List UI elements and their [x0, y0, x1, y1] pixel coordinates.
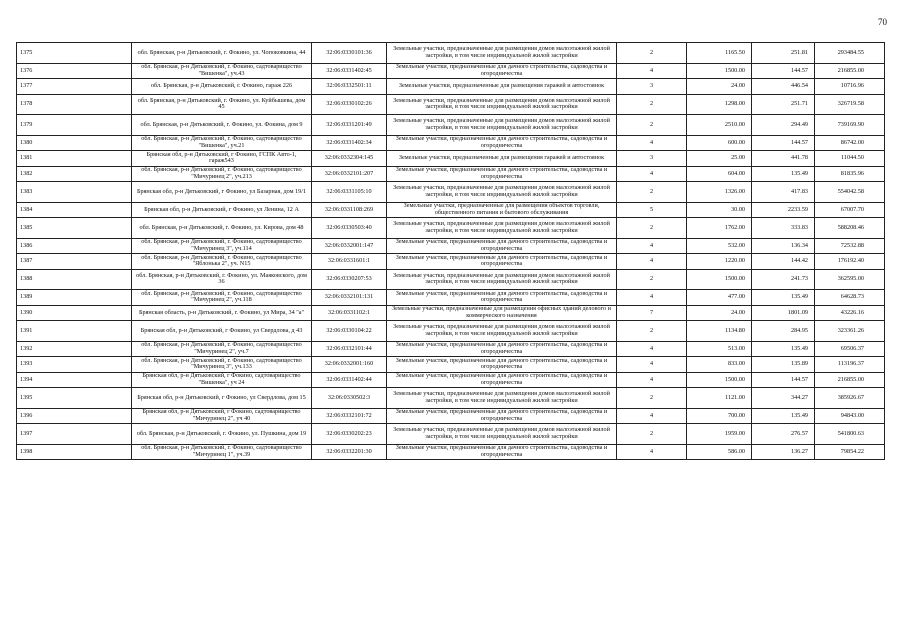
- cell-address: обл. Брянская, р-н Дятьковский, г. Фокино, садтоварищество "Вишенка", уч.43: [132, 63, 312, 79]
- cell-cadastral-number: 32:06:0330503:40: [312, 218, 387, 239]
- cell-address: обл. Брянская, р-н Дятьковский, г. Фокино, ул. Куйбышева, дом 45: [132, 94, 312, 115]
- cell-area: 833.00: [687, 357, 752, 373]
- cell-cadastral-number: 32:06:0332101:207: [312, 166, 387, 182]
- cell-use-group: 2: [617, 94, 687, 115]
- cell-unit-cost: 333.83: [752, 218, 815, 239]
- cell-use-group: 4: [617, 238, 687, 254]
- cell-unit-cost: 135.89: [752, 357, 815, 373]
- cell-unit-cost: 144.57: [752, 63, 815, 79]
- cell-use-group: 4: [617, 372, 687, 388]
- cell-address: Брянская обл, р-н Дятьковский, г Фокино, садтоварищество "Мичуринец 2", уч 40: [132, 408, 312, 424]
- cell-land-use-type: Земельные участки, предназначенные для дачного строительства, садоводства и огородничества: [387, 357, 617, 373]
- table-row: [17, 218, 885, 239]
- cell-address: Брянская обл, р-н Дятьковский, г Фокино, ул Ленина, 12 А: [132, 202, 312, 218]
- cell-row-number: 1377: [17, 79, 132, 95]
- cell-cadastral-cost: 10716.96: [815, 79, 885, 95]
- cell-row-number: 1384: [17, 202, 132, 218]
- table-row: [17, 388, 885, 409]
- cell-address: обл. Брянская, р-н Дятьковский, г. Фокино, ул. Фокина, дом 9: [132, 115, 312, 136]
- cell-land-use-type: Земельные участки, предназначенные для дачного строительства, садоводства и огородничества: [387, 372, 617, 388]
- cell-row-number: 1394: [17, 372, 132, 388]
- cell-area: 700.00: [687, 408, 752, 424]
- cell-area: 1220.00: [687, 254, 752, 270]
- cell-area: 25.00: [687, 151, 752, 167]
- cell-cadastral-number: 32:06:0331105:10: [312, 182, 387, 203]
- cell-row-number: 1383: [17, 182, 132, 203]
- cell-cadastral-number: 32:06:0330202:23: [312, 424, 387, 445]
- cell-cadastral-cost: 113196.37: [815, 357, 885, 373]
- cell-row-number: 1396: [17, 408, 132, 424]
- cell-row-number: 1390: [17, 305, 132, 321]
- cell-area: 24.00: [687, 305, 752, 321]
- cell-address: обл. Брянская, р-н Дятьковский, г. Фокино, садтоварищество "Вишенка", уч.21: [132, 135, 312, 151]
- cell-area: 1298.00: [687, 94, 752, 115]
- cell-row-number: 1389: [17, 290, 132, 306]
- cell-row-number: 1387: [17, 254, 132, 270]
- cell-cadastral-number: 32:06:0330102:26: [312, 94, 387, 115]
- cell-row-number: 1381: [17, 151, 132, 167]
- cell-cadastral-cost: 216855.00: [815, 63, 885, 79]
- cell-use-group: 4: [617, 254, 687, 270]
- cell-area: 1500.00: [687, 63, 752, 79]
- cell-cadastral-cost: 293484.55: [815, 43, 885, 64]
- cell-cadastral-cost: 588208.46: [815, 218, 885, 239]
- cell-unit-cost: 144.42: [752, 254, 815, 270]
- cell-address: Брянская область, р-н Дятьковский, г. Фокино, ул Мира, 34 "а": [132, 305, 312, 321]
- cell-land-use-type: Земельные участки, предназначенные для дачного строительства, садоводства и огородничества: [387, 408, 617, 424]
- cell-cadastral-number: 32:06:0331402:34: [312, 135, 387, 151]
- cell-unit-cost: 344.27: [752, 388, 815, 409]
- cell-row-number: 1382: [17, 166, 132, 182]
- cell-area: 532.00: [687, 238, 752, 254]
- cell-cadastral-number: 32:06:0332501:11: [312, 79, 387, 95]
- cell-unit-cost: 251.71: [752, 94, 815, 115]
- cell-row-number: 1388: [17, 269, 132, 290]
- table-row: [17, 94, 885, 115]
- cell-unit-cost: 441.78: [752, 151, 815, 167]
- cell-cadastral-cost: 216855.00: [815, 372, 885, 388]
- cell-land-use-type: Земельные участки, предназначенные для размещения домов малоэтажной жилой застройки, в том числе индивидуальной жилой застройки: [387, 269, 617, 290]
- cell-cadastral-cost: 72532.88: [815, 238, 885, 254]
- cell-land-use-type: Земельные участки, предназначенные для размещения домов малоэтажной жилой застройки, в том числе индивидуальной жилой застройки: [387, 43, 617, 64]
- cell-cadastral-number: 32:06:0330502:3: [312, 388, 387, 409]
- table-row: [17, 321, 885, 342]
- cell-row-number: 1376: [17, 63, 132, 79]
- cell-land-use-type: Земельные участки, предназначенные для размещения домов малоэтажной жилой застройки, в том числе индивидуальной жилой застройки: [387, 115, 617, 136]
- cell-cadastral-number: 32:06:0331402:44: [312, 372, 387, 388]
- cell-use-group: 2: [617, 43, 687, 64]
- cell-unit-cost: 446.54: [752, 79, 815, 95]
- cell-address: обл. Брянская, р-н Дятьковский, г. Фокино, садтоварищество "Мичуринец 3", уч.133: [132, 357, 312, 373]
- cell-use-group: 4: [617, 341, 687, 357]
- cell-address: Брянская обл, р-н Дятьковский, г Фокино, садтоварищество "Вишенка", уч 24: [132, 372, 312, 388]
- cell-row-number: 1393: [17, 357, 132, 373]
- cell-cadastral-number: 32:06:0331102:1: [312, 305, 387, 321]
- cell-unit-cost: 135.49: [752, 166, 815, 182]
- cell-address: обл. Брянская, р-н Дятьковский, г. Фокино, садтоварищество "Мичуринец 2", уч.213: [132, 166, 312, 182]
- cell-cadastral-cost: 67007.70: [815, 202, 885, 218]
- cell-land-use-type: Земельные участки, предназначенные для размещения гаражей и автостоянок: [387, 151, 617, 167]
- cell-cadastral-number: 32:06:0331601:1: [312, 254, 387, 270]
- table-row: [17, 202, 885, 218]
- cell-area: 586.00: [687, 444, 752, 460]
- cell-unit-cost: 294.49: [752, 115, 815, 136]
- cell-cadastral-cost: 176192.40: [815, 254, 885, 270]
- cell-unit-cost: 276.57: [752, 424, 815, 445]
- cell-unit-cost: 284.95: [752, 321, 815, 342]
- table-row: [17, 43, 885, 64]
- cell-use-group: 5: [617, 202, 687, 218]
- cell-land-use-type: Земельные участки, предназначенные для размещения офисных зданий делового и коммерческого назначения: [387, 305, 617, 321]
- cell-area: 1762.00: [687, 218, 752, 239]
- cell-cadastral-cost: 11044.50: [815, 151, 885, 167]
- land-registry-table: [16, 42, 885, 460]
- cell-unit-cost: 136.34: [752, 238, 815, 254]
- cell-cadastral-cost: 385926.67: [815, 388, 885, 409]
- cell-cadastral-cost: 554042.58: [815, 182, 885, 203]
- cell-area: 477.00: [687, 290, 752, 306]
- cell-cadastral-cost: 86742.00: [815, 135, 885, 151]
- cell-address: обл. Брянская, р-н Дятьковский, г. Фокино, гараж 226: [132, 79, 312, 95]
- cell-cadastral-number: 32:06:0332001:160: [312, 357, 387, 373]
- cell-use-group: 4: [617, 63, 687, 79]
- cell-unit-cost: 417.83: [752, 182, 815, 203]
- cell-area: 1134.80: [687, 321, 752, 342]
- table-body: [17, 43, 885, 460]
- cell-use-group: 4: [617, 166, 687, 182]
- cell-address: обл. Брянская, р-н Дятьковский, г. Фокино, садтоварищество "Мичуринец 2", уч.118: [132, 290, 312, 306]
- cell-address: обл. Брянская, р-н Дятьковский, г. Фокино, садтоварищество "Мичуринец 3", уч.114: [132, 238, 312, 254]
- table-row: [17, 254, 885, 270]
- cell-use-group: 2: [617, 218, 687, 239]
- cell-row-number: 1397: [17, 424, 132, 445]
- cell-address: обл. Брянская, р-н Дятьковский, г. Фокино, ул. Пушкина, дом 19: [132, 424, 312, 445]
- cell-use-group: 4: [617, 290, 687, 306]
- cell-cadastral-cost: 43226.16: [815, 305, 885, 321]
- cell-address: обл. Брянская, р-н Дятьковский, г. Фокино, садтоварищество "Яблонька 2", уч. N15: [132, 254, 312, 270]
- cell-land-use-type: Земельные участки, предназначенные для размещения домов малоэтажной жилой застройки, в том числе индивидуальной жилой застройки: [387, 424, 617, 445]
- cell-cadastral-cost: 81835.96: [815, 166, 885, 182]
- table-row: [17, 408, 885, 424]
- cell-use-group: 2: [617, 424, 687, 445]
- cell-cadastral-number: 32:06:0332001:147: [312, 238, 387, 254]
- cell-row-number: 1392: [17, 341, 132, 357]
- cell-land-use-type: Земельные участки, предназначенные для дачного строительства, садоводства и огородничества: [387, 63, 617, 79]
- cell-land-use-type: Земельные участки, предназначенные для размещения домов малоэтажной жилой застройки, в том числе индивидуальной жилой застройки: [387, 388, 617, 409]
- table-row: [17, 151, 885, 167]
- cell-land-use-type: Земельные участки, предназначенные для дачного строительства, садоводства и огородничества: [387, 290, 617, 306]
- cell-use-group: 2: [617, 321, 687, 342]
- cell-cadastral-cost: 94843.00: [815, 408, 885, 424]
- table-row: [17, 238, 885, 254]
- cell-use-group: 2: [617, 269, 687, 290]
- cell-cadastral-cost: 326719.58: [815, 94, 885, 115]
- cell-land-use-type: Земельные участки, предназначенные для размещения объектов торговли, общественного питания и бытового обслуживания: [387, 202, 617, 218]
- cell-unit-cost: 251.81: [752, 43, 815, 64]
- cell-area: 2510.00: [687, 115, 752, 136]
- table-row: [17, 135, 885, 151]
- cell-address: обл. Брянская, р-н Дятьковский, г. Фокино, ул. Маяковского, дом 36: [132, 269, 312, 290]
- cell-area: 1959.00: [687, 424, 752, 445]
- table-row: [17, 424, 885, 445]
- cell-address: Брянская обл, р-н Дятьковский, г Фокино, ГСПК Авто-1, гараж543: [132, 151, 312, 167]
- cell-use-group: 4: [617, 357, 687, 373]
- cell-unit-cost: 1801.09: [752, 305, 815, 321]
- table-row: [17, 372, 885, 388]
- cell-cadastral-number: 32:06:0330104:22: [312, 321, 387, 342]
- cell-cadastral-cost: 541800.63: [815, 424, 885, 445]
- cell-cadastral-number: 32:06:0331402:45: [312, 63, 387, 79]
- cell-area: 24.00: [687, 79, 752, 95]
- table-row: [17, 79, 885, 95]
- table-row: [17, 269, 885, 290]
- cell-address: обл. Брянская, р-н Дятьковский, г. Фокино, ул. Чопоковкина, 44: [132, 43, 312, 64]
- cell-cadastral-cost: 362595.00: [815, 269, 885, 290]
- cell-use-group: 4: [617, 135, 687, 151]
- cell-land-use-type: Земельные участки, предназначенные для размещения домов малоэтажной жилой застройки, в том числе индивидуальной жилой застройки: [387, 182, 617, 203]
- cell-row-number: 1379: [17, 115, 132, 136]
- cell-row-number: 1375: [17, 43, 132, 64]
- table-row: [17, 182, 885, 203]
- cell-cadastral-number: 32:06:0332201:30: [312, 444, 387, 460]
- cell-land-use-type: Земельные участки, предназначенные для дачного строительства, садоводства и огородничества: [387, 238, 617, 254]
- cell-row-number: 1391: [17, 321, 132, 342]
- cell-cadastral-cost: 64628.73: [815, 290, 885, 306]
- table-row: [17, 115, 885, 136]
- cell-unit-cost: 135.49: [752, 408, 815, 424]
- cell-cadastral-cost: 79854.22: [815, 444, 885, 460]
- cell-address: обл. Брянская, р-н Дятьковский, г. Фокино, садтоварищество "Мичуринец 2", уч.7: [132, 341, 312, 357]
- cell-unit-cost: 135.49: [752, 290, 815, 306]
- cell-land-use-type: Земельные участки, предназначенные для дачного строительства, садоводства и огородничества: [387, 166, 617, 182]
- cell-unit-cost: 2233.59: [752, 202, 815, 218]
- cell-cadastral-number: 32:06:0332101:72: [312, 408, 387, 424]
- cell-land-use-type: Земельные участки, предназначенные для размещения домов малоэтажной жилой застройки, в том числе индивидуальной жилой застройки: [387, 218, 617, 239]
- table-row: [17, 63, 885, 79]
- cell-row-number: 1398: [17, 444, 132, 460]
- cell-row-number: 1385: [17, 218, 132, 239]
- table-row: [17, 290, 885, 306]
- cell-land-use-type: Земельные участки, предназначенные для размещения домов малоэтажной жилой застройки, в том числе индивидуальной жилой застройки: [387, 94, 617, 115]
- cell-unit-cost: 135.49: [752, 341, 815, 357]
- cell-address: Брянская обл, р-н Дятьковский, г Фокино, ул Базарная, дом 19/1: [132, 182, 312, 203]
- page-number: 70: [878, 17, 887, 27]
- cell-use-group: 2: [617, 115, 687, 136]
- cell-land-use-type: Земельные участки, предназначенные для дачного строительства, садоводства и огородничества: [387, 444, 617, 460]
- cell-unit-cost: 144.57: [752, 372, 815, 388]
- cell-cadastral-number: 32:06:0332101:44: [312, 341, 387, 357]
- cell-use-group: 3: [617, 79, 687, 95]
- table-row: [17, 444, 885, 460]
- cell-land-use-type: Земельные участки, предназначенные для дачного строительства, садоводства и огородничества: [387, 341, 617, 357]
- cell-land-use-type: Земельные участки, предназначенные для дачного строительства, садоводства и огородничества: [387, 135, 617, 151]
- cell-cadastral-cost: 69506.37: [815, 341, 885, 357]
- cell-unit-cost: 241.73: [752, 269, 815, 290]
- cell-cadastral-cost: 739169.90: [815, 115, 885, 136]
- cell-unit-cost: 136.27: [752, 444, 815, 460]
- cell-address: обл. Брянская, р-н Дятьковский, г. Фокино, ул. Кирова, дом 48: [132, 218, 312, 239]
- cell-area: 30.00: [687, 202, 752, 218]
- cell-use-group: 4: [617, 444, 687, 460]
- cell-land-use-type: Земельные участки, предназначенные для дачного строительства, садоводства и огородничества: [387, 254, 617, 270]
- cell-use-group: 4: [617, 408, 687, 424]
- cell-use-group: 2: [617, 182, 687, 203]
- table-row: [17, 166, 885, 182]
- cell-cadastral-cost: 323361.26: [815, 321, 885, 342]
- table-row: [17, 305, 885, 321]
- cell-area: 1165.50: [687, 43, 752, 64]
- cell-address: Брянская обл, р-н Дятьковский, г Фокино, ул Свердлова, дом 15: [132, 388, 312, 409]
- cell-cadastral-number: 32:06:0332304:145: [312, 151, 387, 167]
- cell-address: обл. Брянская, р-н Дятьковский, г. Фокино, садтоварищество "Мичуринец 1", уч.39: [132, 444, 312, 460]
- cell-land-use-type: Земельные участки, предназначенные для размещения домов малоэтажной жилой застройки, в том числе индивидуальной жилой застройки: [387, 321, 617, 342]
- cell-area: 600.00: [687, 135, 752, 151]
- table-row: [17, 357, 885, 373]
- cell-area: 1121.00: [687, 388, 752, 409]
- cell-use-group: 3: [617, 151, 687, 167]
- cell-cadastral-number: 32:06:0331201:49: [312, 115, 387, 136]
- cell-area: 1326.00: [687, 182, 752, 203]
- cell-use-group: 7: [617, 305, 687, 321]
- cell-row-number: 1380: [17, 135, 132, 151]
- table-row: [17, 341, 885, 357]
- cell-cadastral-number: 32:06:0331108:269: [312, 202, 387, 218]
- cell-area: 1500.00: [687, 372, 752, 388]
- cell-row-number: 1395: [17, 388, 132, 409]
- cell-cadastral-number: 32:06:0332101:131: [312, 290, 387, 306]
- cell-address: Брянская обл, р-н Дятьковский, г Фокино, ул Свердлова, д 43: [132, 321, 312, 342]
- cell-area: 604.00: [687, 166, 752, 182]
- cell-area: 1500.00: [687, 269, 752, 290]
- cell-row-number: 1378: [17, 94, 132, 115]
- cell-land-use-type: Земельные участки, предназначенные для размещения гаражей и автостоянок: [387, 79, 617, 95]
- cell-use-group: 2: [617, 388, 687, 409]
- cell-unit-cost: 144.57: [752, 135, 815, 151]
- cell-cadastral-number: 32:06:0330101:36: [312, 43, 387, 64]
- cell-row-number: 1386: [17, 238, 132, 254]
- cell-area: 513.00: [687, 341, 752, 357]
- cell-cadastral-number: 32:06:0330207:53: [312, 269, 387, 290]
